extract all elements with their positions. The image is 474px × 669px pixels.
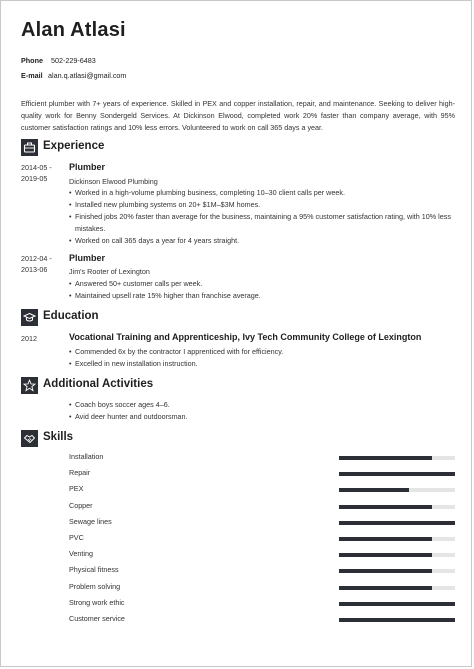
skill-row [69, 501, 455, 513]
skill-level-fill [339, 602, 455, 606]
job-1-date-end: 2019-05 [21, 174, 48, 183]
skill-name: PVC [69, 533, 84, 542]
skill-level-fill [339, 553, 432, 557]
job-1-bullets [69, 187, 455, 247]
job-2-dates [21, 253, 52, 275]
skill-row [69, 582, 455, 594]
skill-level-track [339, 505, 455, 509]
skills-title: Skills [43, 431, 74, 443]
skill-name: Repair [69, 468, 91, 478]
list-item: • Worked in a high-volume plumbing business, completing 10–30 client calls per week. [69, 187, 455, 199]
education-bullets [69, 346, 455, 370]
activities-bullets [69, 399, 455, 423]
skill-name: Venting [69, 549, 93, 559]
skill-level-track [339, 553, 455, 557]
skill-level-fill [339, 586, 432, 590]
skill-name: Problem solving [69, 581, 121, 591]
skill-level-track [339, 618, 455, 622]
skill-name: Installation [69, 452, 104, 461]
skill-name: Physical fitness [69, 565, 119, 575]
job-2-date-end: 2013-06 [21, 265, 48, 274]
briefcase-icon [21, 139, 38, 156]
skill-row [69, 614, 455, 626]
email-value: alan.q.atlasi@gmail.com [48, 71, 127, 80]
skill-level-track [339, 456, 455, 460]
education-date: 2012 [21, 334, 37, 343]
skill-level-track [339, 569, 455, 573]
list-item: • Installed new plumbing systems on 20+ $1M–$3M homes. [69, 199, 455, 211]
skill-row [69, 565, 455, 577]
skill-level-fill [339, 537, 432, 541]
skill-level-track [339, 537, 455, 541]
list-item: • Commended 6x by the contractor I apprenticed with for efficiency. [69, 346, 455, 358]
skill-level-fill [339, 505, 432, 509]
skill-name: Customer service [69, 614, 125, 623]
skill-level-track [339, 488, 455, 492]
list-item: • Finished jobs 20% faster than average for the business, maintaining a 95% customer satisfaction rating, with 10% less mistakes. [69, 211, 455, 235]
skill-row [69, 598, 455, 610]
list-item: • Answered 50+ customer calls per week. [69, 278, 455, 290]
graduation-cap-icon [21, 309, 38, 326]
skill-row [69, 484, 455, 496]
list-item: • Avid deer hunter and outdoorsman. [69, 411, 455, 423]
activities-title: Additional Activities [43, 378, 154, 390]
list-item: • Worked on call 365 days a year for 4 years straight. [69, 235, 455, 247]
list-item: • Excelled in new installation instruction. [69, 358, 455, 370]
phone-value: 502-229-6483 [51, 56, 96, 65]
job-2-title: Plumber [69, 253, 106, 263]
education-title: Education [43, 310, 99, 322]
job-2-company: Jim's Rooter of Lexington [69, 267, 150, 276]
job-2-bullets [69, 278, 455, 302]
phone-row [21, 56, 96, 65]
job-1-date-start: 2014-05 - [21, 163, 52, 172]
handshake-icon [21, 430, 38, 447]
skill-level-track [339, 586, 455, 590]
email-row [21, 71, 126, 80]
experience-title: Experience [43, 140, 105, 152]
skill-level-fill [339, 521, 455, 525]
skill-row [69, 533, 455, 545]
skill-name: Sewage lines [69, 516, 112, 526]
email-label: E-mail [21, 71, 43, 80]
skill-level-track [339, 521, 455, 525]
skill-row [69, 517, 455, 529]
list-item: • Maintained upsell rate 15% higher than franchise average. [69, 290, 455, 302]
skill-row [69, 452, 455, 464]
skill-level-fill [339, 569, 432, 573]
job-2-date-start: 2012-04 - [21, 254, 52, 263]
candidate-name: Alan Atlasi [21, 19, 126, 41]
star-icon [21, 377, 38, 394]
skill-level-track [339, 602, 455, 606]
job-1-company: Dickinson Elwood Plumbing [69, 177, 158, 186]
skill-level-fill [339, 456, 432, 460]
skill-name: PEX [69, 484, 84, 494]
skill-name: Strong work ethic [69, 597, 125, 607]
list-item: • Coach boys soccer ages 4–6. [69, 399, 455, 411]
skill-row [69, 549, 455, 561]
education-title-line: Vocational Training and Apprenticeship, Ivy Tech Community College of Lexington [69, 332, 422, 342]
skill-level-fill [339, 618, 455, 622]
skill-row [69, 468, 455, 480]
job-1-dates [21, 162, 52, 184]
skill-name: Copper [69, 500, 93, 510]
phone-label: Phone [21, 56, 43, 65]
skill-level-fill [339, 472, 455, 476]
skill-level-fill [339, 488, 409, 492]
summary-paragraph: Efficient plumber with 7+ years of experience. Skilled in PEX and copper installation, repair, and maintenance. Seeking to deliver high-quality work for Benny Sondergeld Services. At Dickinson Elwood, completed work 20% faster than company average, with 95% customer satisfaction ratings and 10% less errors. Volunteered to work on call 365 days a year. [21, 99, 455, 132]
job-1-title: Plumber [69, 162, 106, 172]
skill-level-track [339, 472, 455, 476]
